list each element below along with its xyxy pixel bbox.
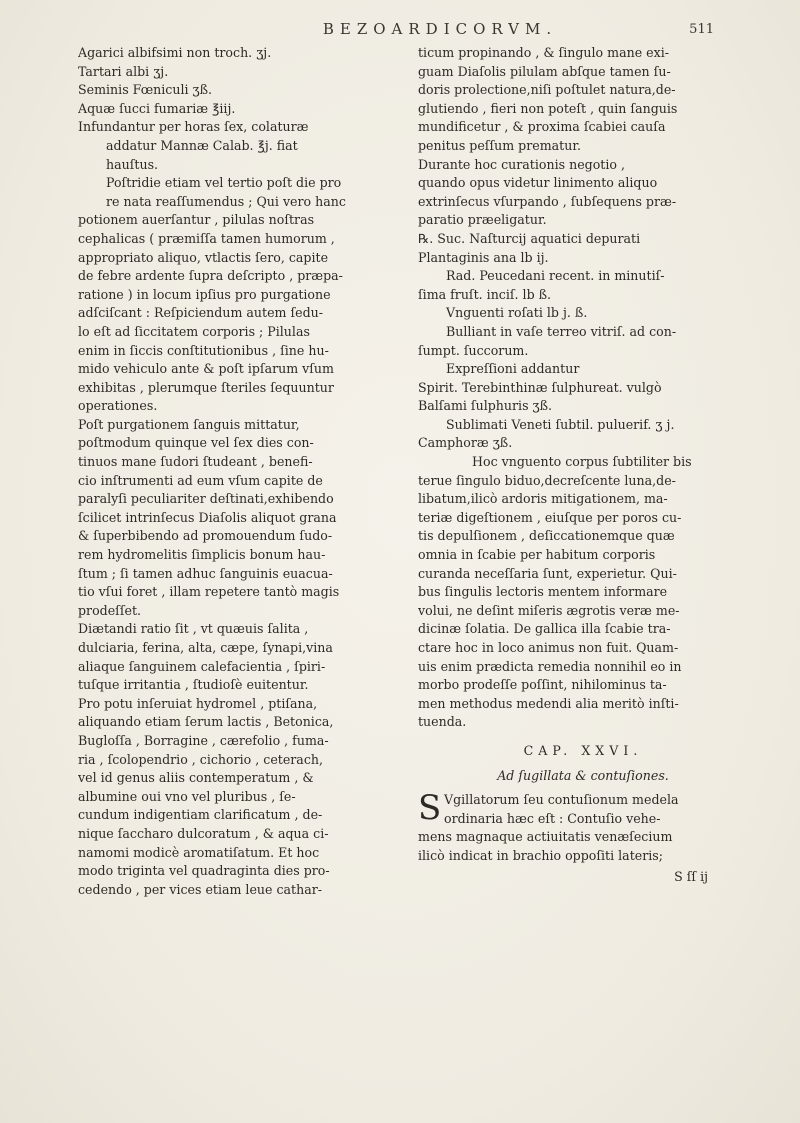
text-line: ilicò indicat in brachio oppoſiti lateris; (418, 847, 663, 863)
page-number: 511 (689, 22, 714, 37)
text-line: glutiendo , fieri non poteſt , quin ſanguis (418, 100, 678, 116)
text-line: aliaque ſanguinem calefacientia , ſpiri- (78, 658, 326, 674)
text-line: Pro potu inſeruiat hydromel , ptiſana, (78, 695, 318, 711)
text-line: omnia in ſcabie per habitum corporis (418, 547, 656, 563)
drop-cap: S (418, 788, 442, 829)
text-line: lo eſt ad ſiccitatem corporis ; Pilulas (78, 323, 310, 339)
text-line: rem hydromelitis ſimplicis bonum hau- (78, 547, 326, 563)
text-line: Poſt purgationem ſanguis mittatur, (78, 416, 300, 432)
text-line: extrinſecus vſurpando , ſubſequens præ- (418, 193, 677, 209)
text-line: tuſque irritantia , ſtudioſè euitentur. (78, 677, 309, 693)
text-line: cedendo , per vices etiam leue cathar- (78, 881, 322, 897)
text-line: ſtum ; ſi tamen adhuc ſanguinis euacua- (78, 565, 333, 581)
text-line: Seminis Fœniculi ʒß. (78, 82, 213, 98)
text-line: modo triginta vel quadraginta dies pro- (78, 863, 330, 879)
text-line: ordinaria hæc eſt : Contuſio vehe- (444, 810, 661, 826)
text-line: ſcilicet intrinſecus Diaſolis aliquot grana (78, 509, 337, 525)
text-line: Aquæ ſucci fumariæ ℥iij. (78, 100, 236, 116)
text-line: aliquando etiam ſerum lactis , Betonica, (78, 714, 334, 730)
text-line: ſima fruſt. inciſ. lb ß. (418, 286, 552, 302)
right-column (418, 44, 748, 886)
text-line: potionem auerſantur , pilulas noſtras (78, 212, 315, 228)
text-line: libatum,ilicò ardoris mitigationem, ma- (418, 491, 668, 507)
text-line: tio vſui foret , illam repetere tantò magis (78, 584, 340, 600)
text-line: paratio præeligatur. (418, 212, 547, 228)
text-line: cephalicas ( præmiſſa tamen humorum , (78, 230, 335, 246)
text-line: doris prolectione,niſi poſtulet natura,de- (418, 82, 676, 98)
text-line: adſciſcant : Reſpiciendum autem ſedu- (78, 305, 324, 321)
text-line: cundum indigentiam clarificatum , de- (78, 807, 323, 823)
text-line: mido vehiculo ante & poſt ipſarum vſum (78, 361, 334, 377)
chapter-opening-paragraph (418, 788, 748, 865)
text-line: tuenda. (418, 714, 467, 730)
text-line: ſumpt. ſuccorum. (418, 342, 529, 358)
text-line: Vnguenti roſati lb j. ß. (446, 305, 588, 321)
text-line: Rad. Peucedani recent. in minutiſ- (446, 268, 665, 284)
text-line: Bugloſſa , Borragine , cærefolio , fuma- (78, 732, 329, 748)
text-line: volui, ne deſint miſeris ægrotis veræ me- (418, 602, 680, 618)
text-line: prodeſſet. (78, 602, 142, 618)
text-line: teriæ digeſtionem , eiuſque per poros cu- (418, 509, 682, 525)
text-line: Plantaginis ana lb ij. (418, 249, 549, 265)
text-line: guam Diaſolis pilulam abſque tamen ſu- (418, 63, 671, 79)
text-line: albumine oui vno vel pluribus , ſe- (78, 788, 296, 804)
signature-mark: S ſſ ij (674, 868, 708, 884)
text-line: mens magnaque actiuitatis venæſecium (418, 829, 673, 845)
text-line: addatur Mannæ Calab. ℥j. fiat (106, 137, 298, 153)
text-line: men methodus medendi alia meritò inſti- (418, 695, 679, 711)
text-line: re nata reaſſumendus ; Qui vero hanc (106, 193, 346, 209)
text-line: nique ſaccharo dulcoratum , & aqua ci- (78, 825, 329, 841)
text-line: Camphoræ ʒß. (418, 435, 513, 451)
text-line: namomi modicè aromatiſatum. Et hoc (78, 844, 320, 860)
text-line: Durante hoc curationis negotio , (418, 156, 625, 172)
text-line: appropriato aliquo, vtlactis ſero, capite (78, 249, 329, 265)
text-line: ratione ) in locum ipſius pro purgatione (78, 286, 331, 302)
text-line: de febre ardente ſupra deſcripto , præpa- (78, 268, 343, 284)
text-line: dulciaria, ferina, alta, cæpe, ſynapi,vina (78, 640, 333, 655)
text-line: quando opus videtur linimento aliquo (418, 175, 658, 191)
text-line: operationes. (78, 398, 158, 414)
text-line: & ſuperbibendo ad promouendum ſudo- (78, 528, 333, 544)
text-line: exhibitas , plerumque ſteriles ſequuntur (78, 379, 334, 395)
text-line: ℞. Suc. Naſturcij aquatici depurati (418, 230, 641, 246)
text-line: tinuos mane ſudori ſtudeant , benefi- (78, 454, 313, 470)
text-line: tis depulſionem , deſiccationemque quæ (418, 528, 675, 544)
text-line: morbo prodeſſe poſſint, nihilominus ta- (418, 677, 667, 693)
text-line: mundificetur , & proxima ſcabiei cauſa (418, 119, 666, 135)
text-line: Expreſſioni addantur (446, 361, 580, 377)
text-line: Spirit. Terebinthinæ ſulphureat. vulgò (418, 379, 662, 395)
text-line: Balſami ſulphuris ʒß. (418, 398, 553, 414)
text-line: ctare hoc in loco animus non fuit. Quam- (418, 640, 679, 655)
text-line: Vgillatorum ſeu contuſionum medela (444, 792, 679, 808)
text-line: penitus peſſum prematur. (418, 137, 581, 153)
text-line: poſtmodum quinque vel ſex dies con- (78, 435, 314, 451)
text-line: curanda neceſſaria ſunt, experietur. Qui- (418, 565, 677, 581)
text-line: hauſtus. (106, 156, 159, 172)
text-line: paralyſi peculiariter deſtinati,exhibendo (78, 491, 334, 507)
text-line: Bulliant in vaſe terreo vitriſ. ad con- (446, 323, 677, 339)
left-column (78, 44, 408, 899)
text-line: vel id genus aliis contemperatum , & (78, 770, 314, 786)
text-line: Poſtridie etiam vel tertio poſt die pro (106, 175, 342, 191)
chapter-subtitle: Ad ſugillata & contuſiones. (497, 767, 669, 783)
text-line: Sublimati Veneti ſubtil. puluerif. ʒ j. (446, 416, 675, 432)
text-line: uis enim prædicta remedia nonnihil eo in (418, 658, 682, 674)
text-line: ticum propinando , & ſingulo mane exi- (418, 45, 669, 60)
text-line: Tartari albi ʒj. (78, 63, 169, 79)
text-line: Diætandi ratio ſit , vt quæuis ſalita , (78, 621, 309, 637)
text-line: Agarici albifsimi non troch. ʒj. (78, 45, 272, 60)
text-line: Hoc vnguento corpus ſubtiliter bis (472, 454, 692, 470)
running-head: BEZOARDICORVM. (322, 20, 558, 38)
text-line: Infundantur per horas ſex, colaturæ (78, 119, 309, 135)
text-line: bus ſingulis lectoris mentem informare (418, 584, 668, 600)
chapter-title: CAP. XXVI. (523, 742, 643, 758)
text-line: cio inſtrumenti ad eum vſum capite de (78, 472, 323, 488)
text-line: terue ſingulo biduo,decreſcente luna,de- (418, 472, 676, 488)
text-line: ria , ſcolopendrio , cichorio , ceterach, (78, 751, 323, 767)
text-line: dicinæ ſolatia. De gallica illa ſcabie tra- (418, 621, 671, 637)
text-line: enim in ſiccis conſtitutionibus , ſine hu- (78, 342, 329, 358)
